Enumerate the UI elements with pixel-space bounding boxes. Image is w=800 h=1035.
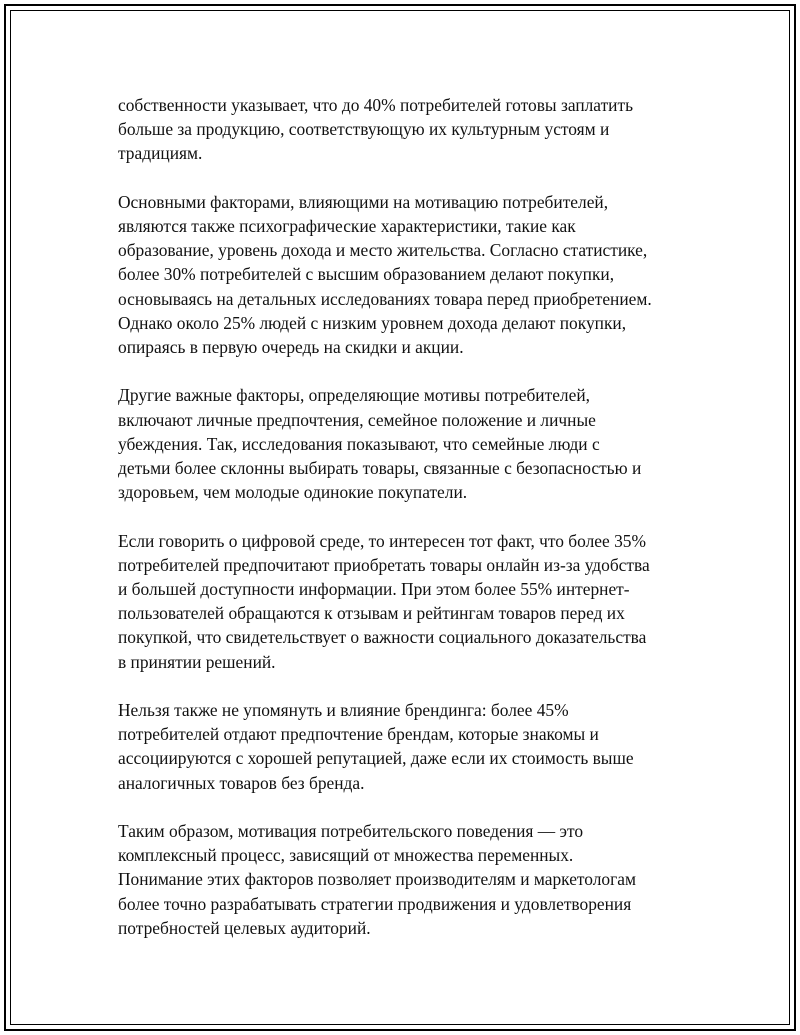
paragraph-line: Основными факторами, влияющими на мотивацию потребителей, [118,191,609,212]
paragraph-line: детьми более склонны выбирать товары, связанные с безопасностью и [118,458,642,479]
paragraph-line: Если говорить о цифровой среде, то интересен тот факт, что более 35% [118,530,646,551]
paragraph-line: более 30% потребителей с высшим образованием делают покупки, [118,264,615,285]
paragraph-5 [118,698,698,795]
paragraph-line: потребителей отдают предпочтение брендам, которые знакомы и [118,724,599,745]
paragraph-line: убеждения. Так, исследования показывают, что семейные люди с [118,433,600,454]
paragraph-line: более точно разрабатывать стратегии продвижения и удовлетворения [118,893,632,914]
paragraph-line: ассоциируются с хорошей репутацией, даже если их стоимость выше [118,748,634,769]
paragraph-line: опираясь в первую очередь на скидки и акции. [118,337,464,358]
paragraph-line: основываясь на детальных исследованиях товара перед приобретением. [118,288,652,309]
paragraph-line: и большей доступности информации. При этом более 55% интернет- [118,579,630,600]
paragraph-line: здоровьем, чем молодые одинокие покупатели. [118,482,468,503]
paragraph-line: Нельзя также не упомянуть и влияние брендинга: более 45% [118,700,569,721]
paragraph-line: Таким образом, мотивация потребительского поведения — это [118,821,584,842]
paragraph-line: потребностей целевых аудиторий. [118,917,371,938]
paragraph-line: аналогичных товаров без бренда. [118,772,365,793]
paragraph-line: больше за продукцию, соответствующую их культурным устоям и [118,119,610,140]
paragraph-line: потребителей предпочитают приобретать товары онлайн из-за удобства [118,554,650,575]
paragraph-line: комплексный процесс, зависящий от множества переменных. [118,845,574,866]
paragraph-line: покупкой, что свидетельствует о важности социального доказательства [118,627,647,648]
paragraph-line: Однако около 25% людей с низким уровнем дохода делают покупки, [118,312,627,333]
paragraph-line: Другие важные факторы, определяющие мотивы потребителей, [118,385,590,406]
paragraph-line: собственности указывает, что до 40% потребителей готовы заплатить [118,95,634,115]
paragraph-line: традициям. [118,143,203,164]
paragraph-line: включают личные предпочтения, семейное положение и личные [118,409,596,430]
paragraph-line: пользователей обращаются к отзывам и рейтингам товаров перед их [118,603,625,624]
paragraph-line: образование, уровень дохода и место жительства. Согласно статистике, [118,240,648,261]
paragraph-4 [118,529,698,674]
paragraph-line: Понимание этих факторов позволяет производителям и маркетологам [118,869,636,890]
document-body [118,93,698,964]
paragraph-1 [118,93,698,166]
paragraph-line: в принятии решений. [118,651,276,672]
paragraph-2 [118,190,698,359]
paragraph-line: являются также психографические характеристики, такие как [118,216,576,236]
paragraph-6 [118,819,698,940]
paragraph-3 [118,383,698,504]
